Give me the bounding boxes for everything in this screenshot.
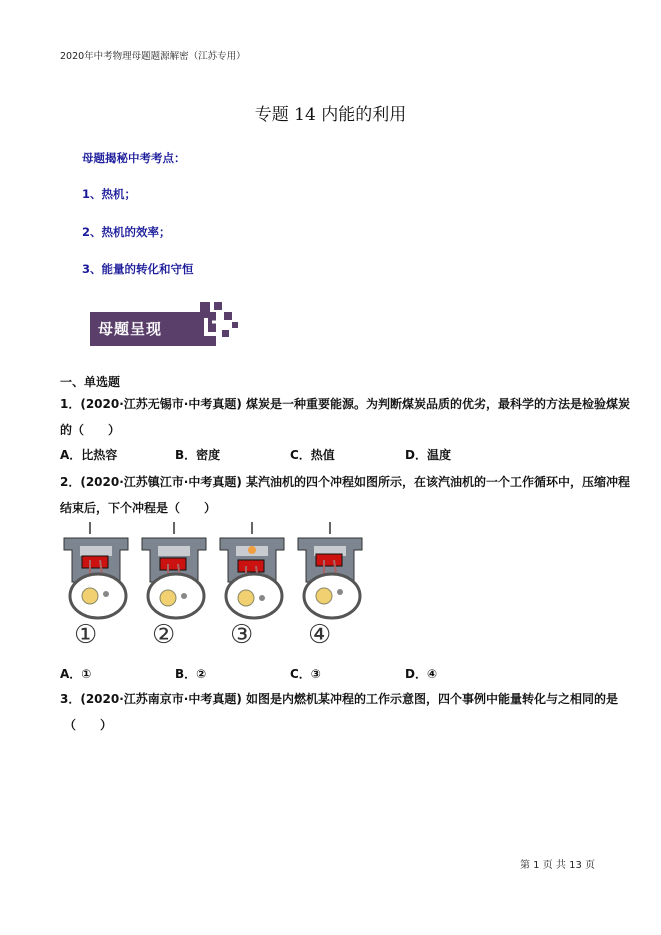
question-3-line1: 3．(2020·江苏南京市·中考真题) 如图是内燃机某冲程的工作示意图，四个事例中能量转化与之相同的是 — [60, 692, 619, 706]
engine-label: ④ — [308, 620, 332, 650]
banner-label: 母题呈现 — [98, 320, 163, 338]
q2-option-a: A．① — [60, 667, 92, 681]
question-1-line1: 1．(2020·江苏无锡市·中考真题) 煤炭是一种重要能源。为判断煤炭品质的优劣，最科学的方法是检验煤炭 — [60, 397, 631, 411]
question-3-line2: （ ） — [64, 718, 113, 732]
engine-stroke-diagram — [216, 520, 288, 652]
q1-option-a: A．比热容 — [60, 448, 118, 462]
q1-option-c: C．热值 — [290, 448, 335, 462]
engine-stroke-diagram — [138, 520, 210, 652]
point-item: 2、热机的效率； — [82, 225, 171, 239]
page-title: 专题 14 内能的利用 — [254, 105, 407, 125]
section-banner — [90, 300, 240, 348]
engine-label: ① — [74, 620, 98, 650]
q2-option-d: D．④ — [405, 667, 438, 681]
q2-option-c: C．③ — [290, 667, 321, 681]
engine-graphic — [60, 520, 132, 620]
page-number: 第 1 页 共 13 页 — [520, 860, 595, 871]
engine-graphic — [138, 520, 210, 620]
q2-option-b: B．② — [175, 667, 207, 681]
engine-graphic — [216, 520, 288, 620]
point-item: 3、能量的转化和守恒 — [82, 262, 194, 276]
question-1-line2: 的（ ） — [60, 423, 121, 437]
engine-label: ② — [152, 620, 176, 650]
engine-graphic — [294, 520, 366, 620]
q1-option-b: B．密度 — [175, 448, 221, 462]
question-2-line1: 2．(2020·江苏镇江市·中考真题) 某汽油机的四个冲程如图所示，在该汽油机的一个工作循环中，压缩冲程 — [60, 475, 631, 489]
point-item: 1、热机； — [82, 187, 137, 201]
engine-stroke-diagram — [294, 520, 366, 652]
section-heading: 一、单选题 — [60, 375, 121, 389]
engine-label: ③ — [230, 620, 254, 650]
q1-option-d: D．温度 — [405, 448, 451, 462]
page-header: 2020年中考物理母题题源解密（江苏专用） — [60, 51, 246, 62]
points-heading: 母题揭秘中考考点： — [82, 151, 186, 165]
question-2-line2: 结束后，下个冲程是（ ） — [60, 501, 217, 515]
engine-stroke-diagram — [60, 520, 132, 652]
